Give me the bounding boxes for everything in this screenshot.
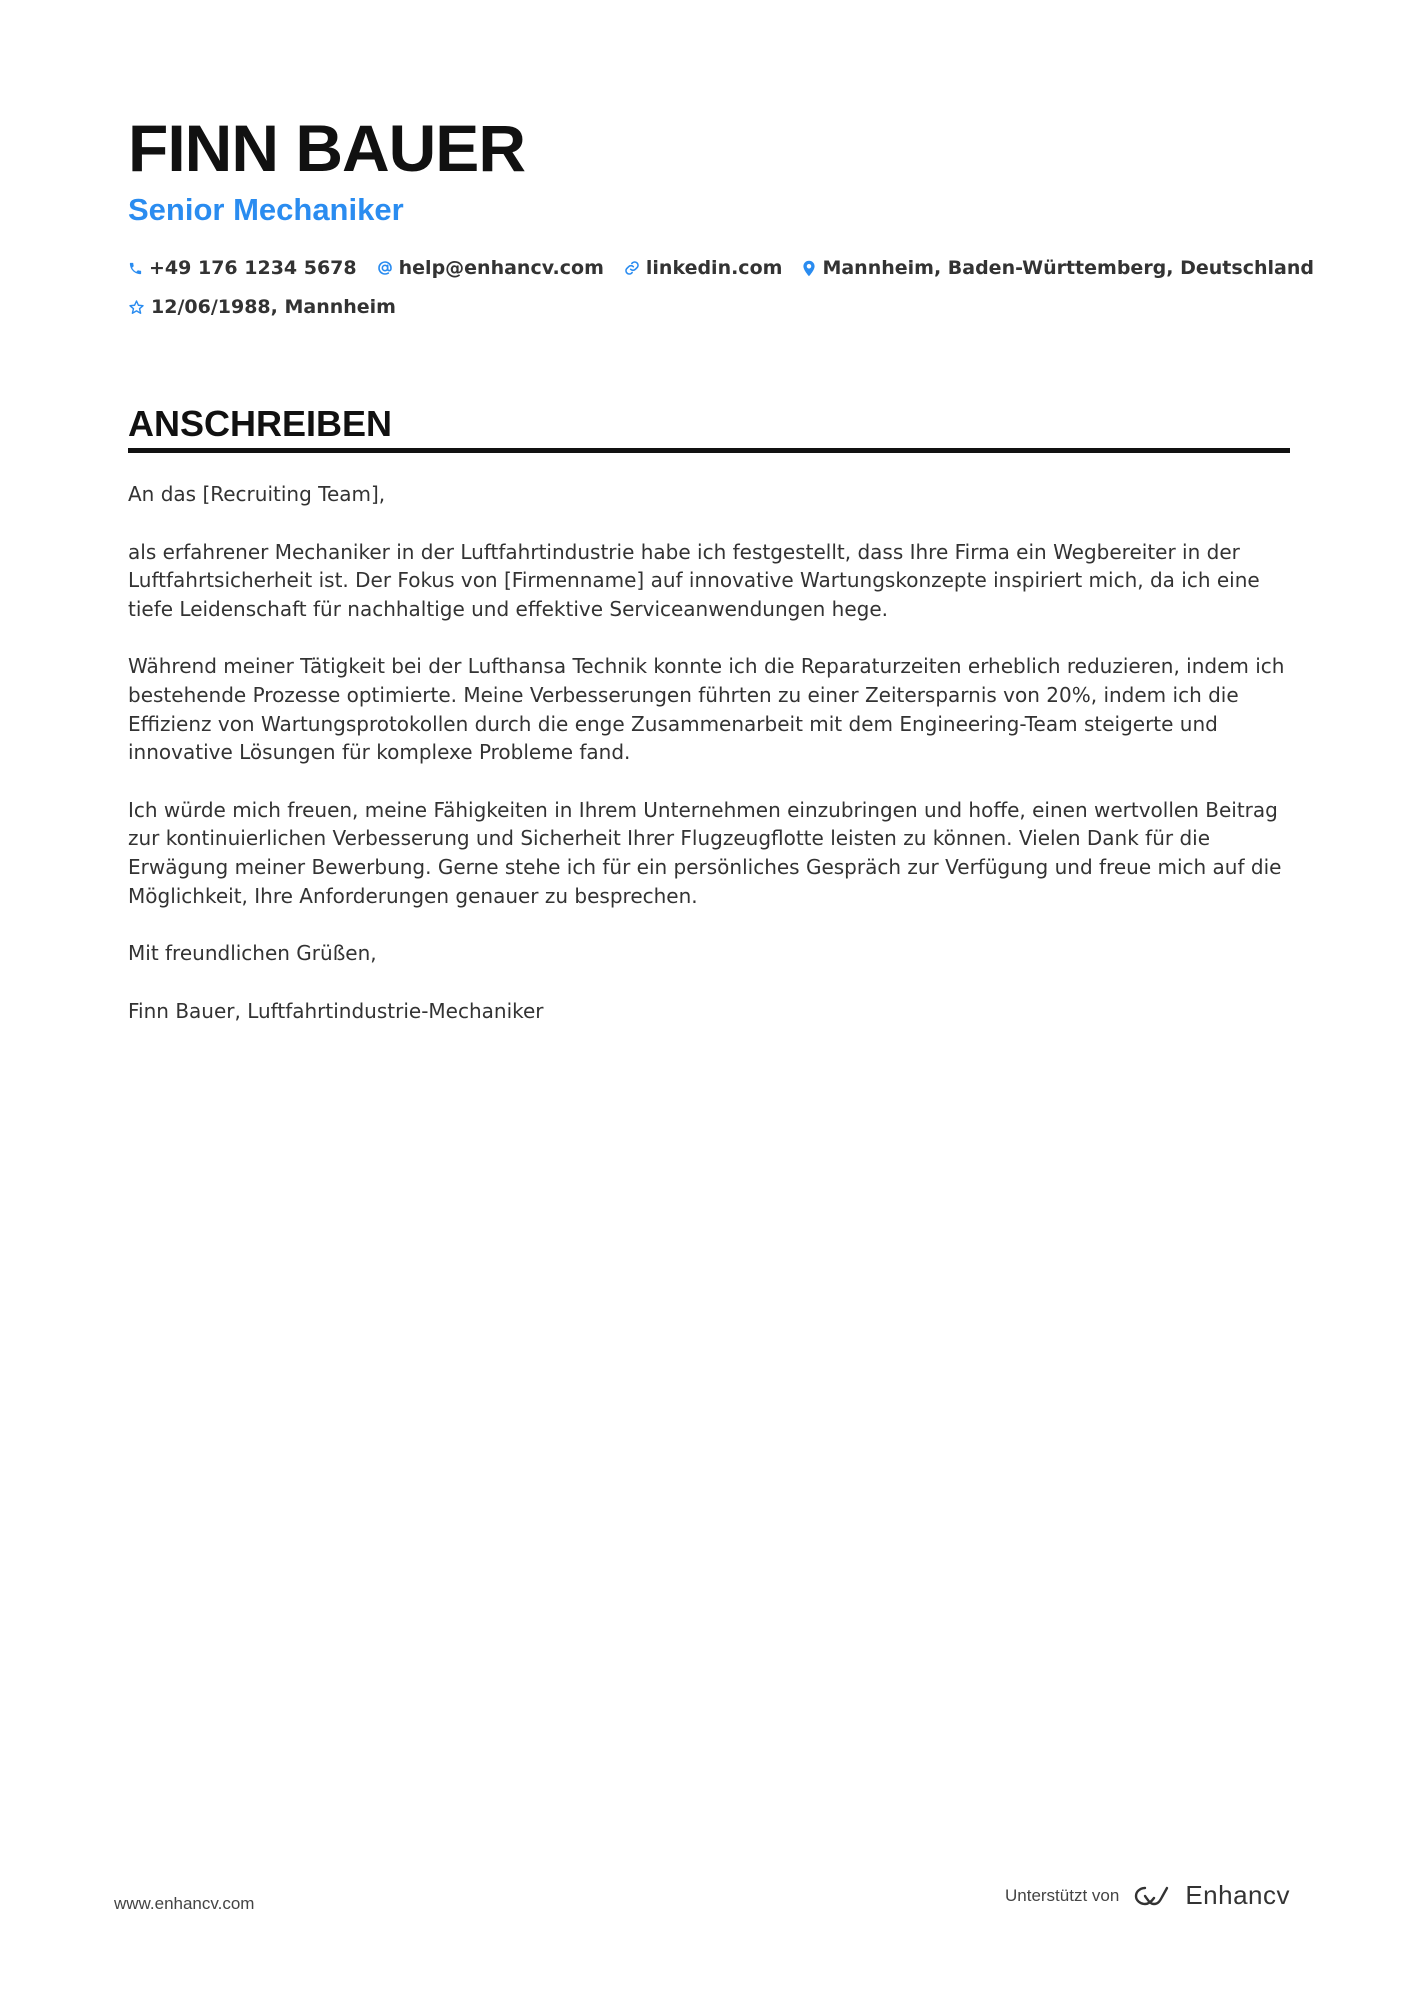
letter-salutation: An das [Recruiting Team],: [128, 482, 386, 506]
contact-phone[interactable]: [128, 257, 357, 279]
map-pin-icon: [802, 260, 816, 277]
contact-email[interactable]: [377, 257, 604, 279]
enhancv-logo-icon: [1131, 1884, 1177, 1908]
footer-url[interactable]: www.enhancv.com: [114, 1894, 255, 1913]
location-text: Mannheim, Baden-Württemberg, Deutschland: [822, 257, 1314, 279]
star-icon: [128, 299, 145, 316]
powered-by-label: Unterstützt von: [1004, 1885, 1120, 1905]
footer-brand[interactable]: [1005, 1880, 1290, 1911]
letter-paragraph: Während meiner Tätigkeit bei der Lufthansa Technik konnte ich die Reparaturzeiten erheblich reduzieren, indem ich bestehende Prozesse optimierte. Meine Verbesserungen führten zu einer Zeitersparnis von 20%, indem ich die Effizienz von Wartungsprotokollen durch die enge Zusammenarbeit mit dem Engineering-Team steigerte und innovative Lösungen für komplexe Probleme fand.: [128, 654, 1285, 765]
letter-signature: Finn Bauer, Luftfahrtindustrie-Mechaniker: [128, 998, 544, 1023]
candidate-name: FINN BAUER: [128, 111, 525, 185]
link-icon: [624, 260, 640, 276]
phone-icon: [128, 261, 143, 276]
birth-text: 12/06/1988, Mannheim: [151, 296, 396, 318]
contact-row-secondary: [128, 292, 416, 322]
letter-paragraph: als erfahrener Mechaniker in der Luftfahrtindustrie habe ich festgestellt, dass Ihre Firma ein Wegbereiter in der Luftfahrtsicherheit ist. Der Fokus von [Firmenname] auf innovative Wartungskonzepte inspiriert mich, da ich eine tiefe Leidenschaft für nachhaltige und effektive Serviceanwendungen hege.: [128, 539, 1260, 621]
candidate-title: Senior Mechaniker: [128, 192, 404, 227]
contact-row-primary: [128, 253, 1334, 283]
at-icon: [377, 260, 393, 276]
email-text: help@enhancv.com: [398, 257, 604, 279]
letter-body: [128, 480, 1288, 1054]
section-title: ANSCHREIBEN: [128, 403, 393, 444]
section-divider: [128, 448, 1290, 453]
letter-paragraph: Ich würde mich freuen, meine Fähigkeiten in Ihrem Unternehmen einzubringen und hoffe, einen wertvollen Beitrag zur kontinuierlichen Verbesserung und Sicherheit Ihrer Flugzeugflotte leisten zu können. Vielen Dank für die Erwägung meiner Bewerbung. Gerne stehe ich für ein persönliches Gespräch zur Verfügung und freue mich auf die Möglichkeit, Ihre Anforderungen genauer zu besprechen.: [128, 797, 1282, 908]
phone-text: +49 176 1234 5678: [149, 257, 357, 279]
contact-birth: [128, 296, 396, 318]
linkedin-text: linkedin.com: [645, 257, 783, 279]
contact-location: [802, 257, 1314, 279]
letter-closing: Mit freundlichen Grüßen,: [128, 941, 377, 966]
enhancv-wordmark: Enhancv: [1185, 1880, 1290, 1910]
contact-linkedin[interactable]: [624, 257, 783, 279]
